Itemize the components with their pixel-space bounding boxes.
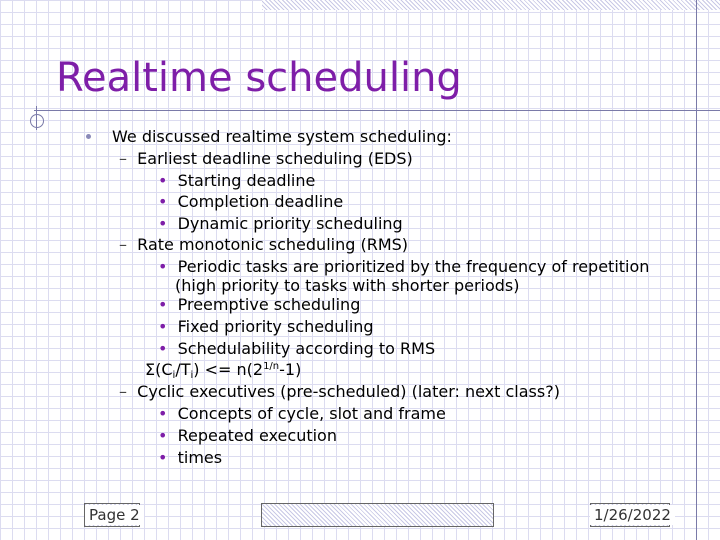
eds-item [119,151,413,167]
cyclic-sub-1-label: Concepts of cycle, slot and frame [177,404,446,423]
bullet-icon: • [158,257,168,276]
eds-sub-2 [158,194,343,210]
eds-sub-1 [158,173,315,189]
bullet-icon: • [158,171,168,190]
cyclic-sub-2-label: Repeated execution [177,426,337,445]
rms-sub-2 [158,297,360,313]
formula-part: /T [175,360,191,379]
bullet-icon: • [158,214,168,233]
bullet-icon: • [158,192,168,211]
rms-sub-4-label: Schedulability according to RMS [177,339,436,358]
cyclic-label: Cyclic executives (pre-scheduled) (later: next class?) [137,382,560,401]
dash-icon: – [119,382,127,401]
cyclic-sub-1 [158,406,446,422]
eds-sub-3 [158,216,403,232]
rms-formula [145,362,301,381]
cyclic-sub-2 [158,428,337,444]
rms-label: Rate monotonic scheduling (RMS) [137,235,409,254]
rms-sub-1-cont: (high priority to tasks with shorter periods) [175,276,520,295]
formula-sub: i [172,370,176,381]
cyclic-sub-3-label: times [177,448,223,467]
rms-sub-2-label: Preemptive scheduling [177,295,361,314]
bullet-icon: • [158,426,168,445]
eds-sub-1-label: Starting deadline [177,171,316,190]
footer-date: 1/26/2022 [590,505,675,525]
bullet-icon: • [158,404,168,423]
rms-sub-1 [158,259,649,275]
cyclic-item [119,384,560,400]
rms-sub-1-label: Periodic tasks are prioritized by the frequency of repetition [177,257,650,276]
rms-item [119,237,408,253]
top-hatch-band [262,0,720,10]
formula-part: Σ(C [145,360,173,379]
intro-text: We discussed realtime system scheduling: [112,127,452,146]
page-number: Page 2 [85,505,144,525]
slide-title: Realtime scheduling [56,55,462,101]
bullet-icon: • [158,295,168,314]
eds-label: Earliest deadline scheduling (EDS) [137,149,413,168]
level1-bullet-icon [86,134,91,139]
formula-part: ) <= n(2 [193,360,264,379]
dash-icon: – [119,235,127,254]
footer-center-box [261,503,494,527]
bullet-icon: • [158,448,168,467]
dash-icon: – [119,149,127,168]
rms-sub-3-label: Fixed priority scheduling [177,317,374,336]
formula-sub: i [190,370,194,381]
bullet-icon: • [158,339,168,358]
formula-part: -1) [279,360,302,379]
formula-sup: 1/n [263,361,280,372]
rms-sub-4 [158,341,435,357]
title-rule [34,110,720,111]
crosshair-icon [30,114,44,128]
bullet-icon: • [158,317,168,336]
right-rule [696,0,697,540]
rms-sub-3 [158,319,374,335]
cyclic-sub-3 [158,450,222,466]
eds-sub-2-label: Completion deadline [177,192,344,211]
eds-sub-3-label: Dynamic priority scheduling [177,214,403,233]
